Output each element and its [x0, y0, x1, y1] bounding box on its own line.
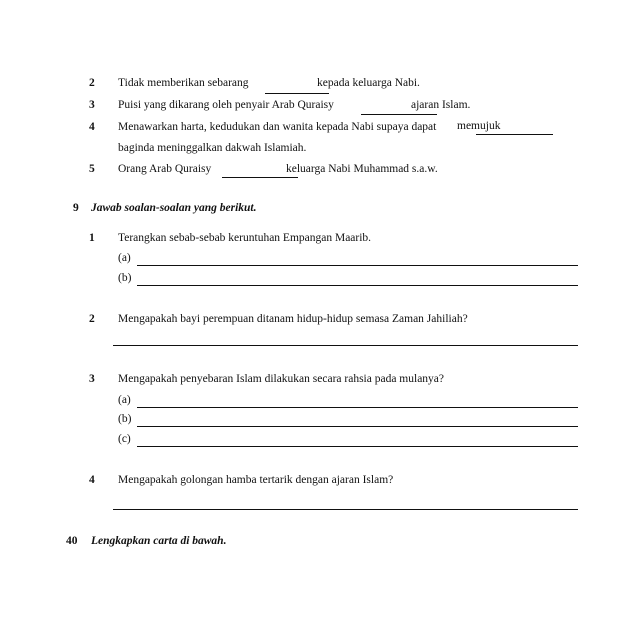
section-title: Jawab soalan-soalan yang berikut. — [91, 202, 257, 214]
answer-blank[interactable] — [361, 114, 437, 115]
answer-label: (a) — [118, 394, 131, 406]
item-number: 4 — [89, 121, 95, 133]
answer-label: (b) — [118, 413, 132, 425]
question-text: Mengapakah bayi perempuan ditanam hidup-hidup semasa Zaman Jahiliah? — [118, 313, 468, 325]
question-text: Mengapakah golongan hamba tertarik dengan ajaran Islam? — [118, 474, 394, 486]
item-text-before: Menawarkan harta, kedudukan dan wanita kepada Nabi supaya dapat — [118, 121, 437, 133]
answer-line[interactable] — [137, 265, 578, 266]
section-title: Lengkapkan carta di bawah. — [91, 535, 227, 547]
written-answer: memujuk — [457, 120, 501, 132]
question-text: Mengapakah penyebaran Islam dilakukan secara rahsia pada mulanya? — [118, 373, 445, 385]
answer-label: (a) — [118, 252, 131, 264]
item-number: 3 — [89, 99, 95, 111]
item-text-before: Tidak memberikan sebarang — [118, 77, 249, 89]
question-number: 1 — [89, 232, 95, 244]
item-text-after: kepada keluarga Nabi. — [317, 77, 420, 89]
answer-blank[interactable] — [265, 93, 329, 94]
answer-blank[interactable] — [476, 134, 553, 135]
item-text-before: Puisi yang dikarang oleh penyair Arab Quraisy — [118, 99, 334, 111]
question-number: 2 — [89, 313, 95, 325]
question-text: Terangkan sebab-sebab keruntuhan Empangan Maarib. — [118, 232, 372, 244]
section-number: 40 — [66, 535, 78, 547]
item-number: 5 — [89, 163, 95, 175]
item-text-before: Orang Arab Quraisy — [118, 163, 212, 175]
answer-blank[interactable] — [222, 177, 298, 178]
item-text-continuation: baginda meninggalkan dakwah Islamiah. — [118, 142, 307, 154]
section-number: 9 — [73, 202, 79, 214]
question-number: 4 — [89, 474, 95, 486]
answer-line[interactable] — [113, 345, 578, 346]
question-number: 3 — [89, 373, 95, 385]
item-text-after: keluarga Nabi Muhammad s.a.w. — [286, 163, 438, 175]
answer-label: (b) — [118, 272, 132, 284]
answer-line[interactable] — [137, 426, 578, 427]
answer-line[interactable] — [113, 509, 578, 510]
answer-line[interactable] — [137, 285, 578, 286]
answer-label: (c) — [118, 433, 131, 445]
item-text-after: ajaran Islam. — [411, 99, 471, 111]
answer-line[interactable] — [137, 407, 578, 408]
item-number: 2 — [89, 77, 95, 89]
answer-line[interactable] — [137, 446, 578, 447]
